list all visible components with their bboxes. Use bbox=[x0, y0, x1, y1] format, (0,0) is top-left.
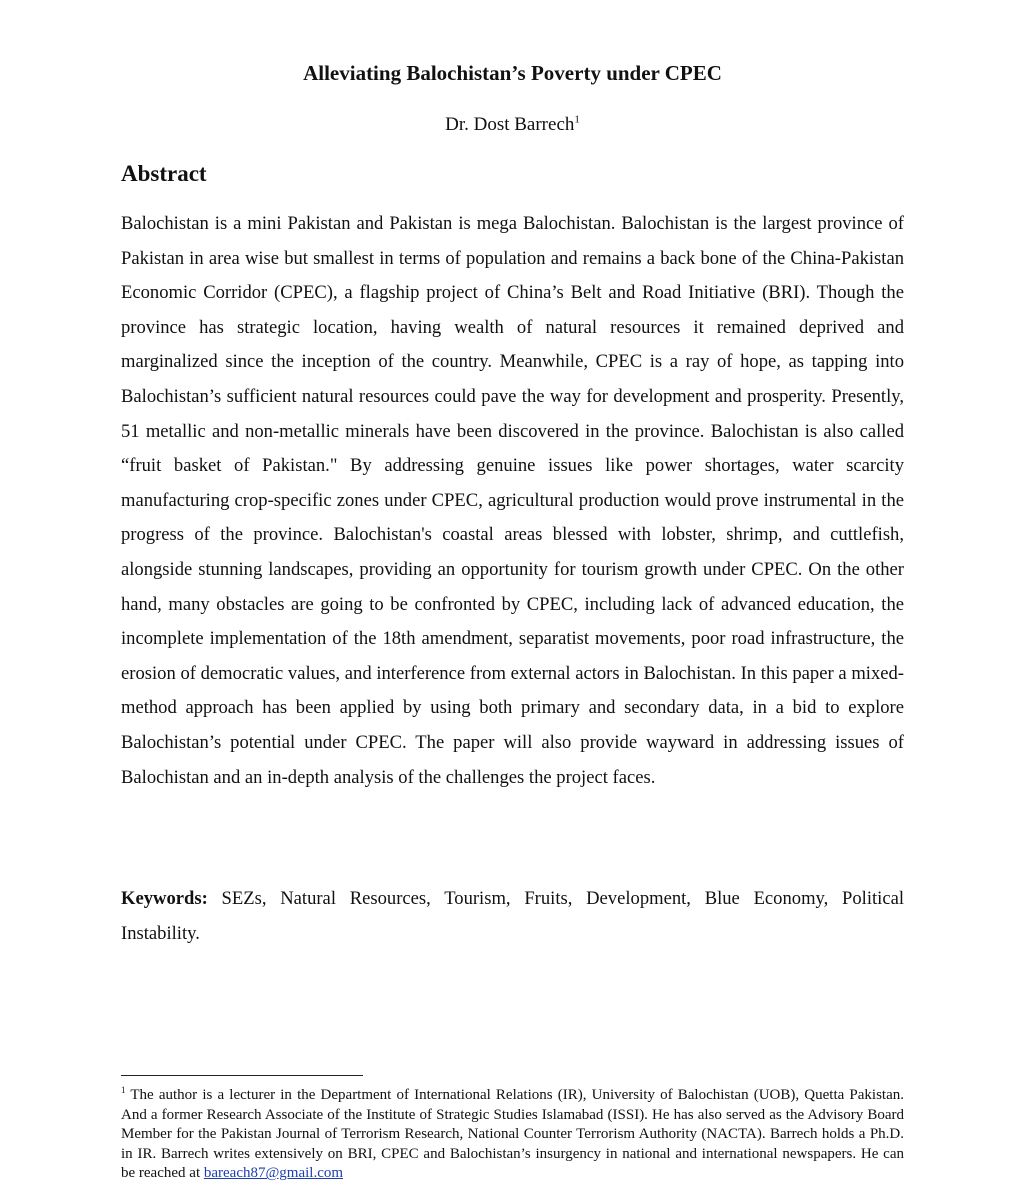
abstract-text: Balochistan is a mini Pakistan and Pakistan is mega Balochistan. Balochistan is the largest province of Pakistan in area wise but smallest in terms of population and remains a back bone of the China-Pakistan Economic Corridor (CPEC), a flagship project of China’s Belt and Road Initiative (BRI). Though the province has strategic location, having wealth of natural resources it remained deprived and marginalized since the inception of the country. Meanwhile, CPEC is a ray of hope, as tapping into Balochistan’s sufficient natural resources could pave the way for development and prosperity. Presently, 51 metallic and non-metallic minerals have been discovered in the province. Balochistan is also called “fruit basket of Pakistan." By addressing genuine issues like power shortages, water scarcity manufacturing crop-specific zones under CPEC, agricultural production would prove instrumental in the progress of the province. Balochistan's coastal areas blessed with lobster, shrimp, and cuttlefish, alongside stunning landscapes, providing an opportunity for tourism growth under CPEC. On the other hand, many obstacles are going to be confronted by CPEC, including lack of advanced education, the incomplete implementation of the 18th amendment, separatist movements, poor road infrastructure, the erosion of democratic values, and interference from external actors in Balochistan. In this paper a mixed-method approach has been applied by using both primary and secondary data, in a bid to explore Balochistan’s potential under CPEC. The paper will also provide wayward in addressing issues of Balochistan and an in-depth analysis of the challenges the project faces. bbox=[121, 213, 904, 788]
abstract-heading: Abstract bbox=[121, 161, 207, 186]
paper-title: Alleviating Balochistan’s Poverty under CPEC bbox=[303, 61, 722, 85]
footnote-divider bbox=[121, 1075, 363, 1076]
author-line bbox=[0, 112, 1025, 138]
footnote bbox=[121, 1086, 904, 1184]
keywords-line bbox=[121, 882, 904, 951]
footnote-marker: 1 bbox=[121, 1085, 126, 1095]
keywords-label: Keywords: bbox=[121, 888, 208, 909]
footnote-text: The author is a lecturer in the Department of International Relations (IR), University of Balochistan (UOB), Quetta Pakistan. And a former Research Associate of the Institute of Strategic Studies Islamabad (ISSI). He has also served as the Advisory Board Member for the Pakistan Journal of Terrorism Research, National Counter Terrorism Authority (NACTA). Barrech holds a Ph.D. in IR. Barrech writes extensively on BRI, CPEC and Balochistan’s insurgency in national and international newspapers. He can be reached at bbox=[121, 1087, 904, 1182]
author-email-link[interactable]: bareach87@gmail.com bbox=[203, 1165, 344, 1182]
author-footnote-marker: 1 bbox=[574, 113, 580, 126]
author-name: Dr. Dost Barrech bbox=[445, 114, 575, 135]
keywords-text: SEZs, Natural Resources, Tourism, Fruits, Development, Blue Economy, Political Instability. bbox=[121, 888, 904, 944]
